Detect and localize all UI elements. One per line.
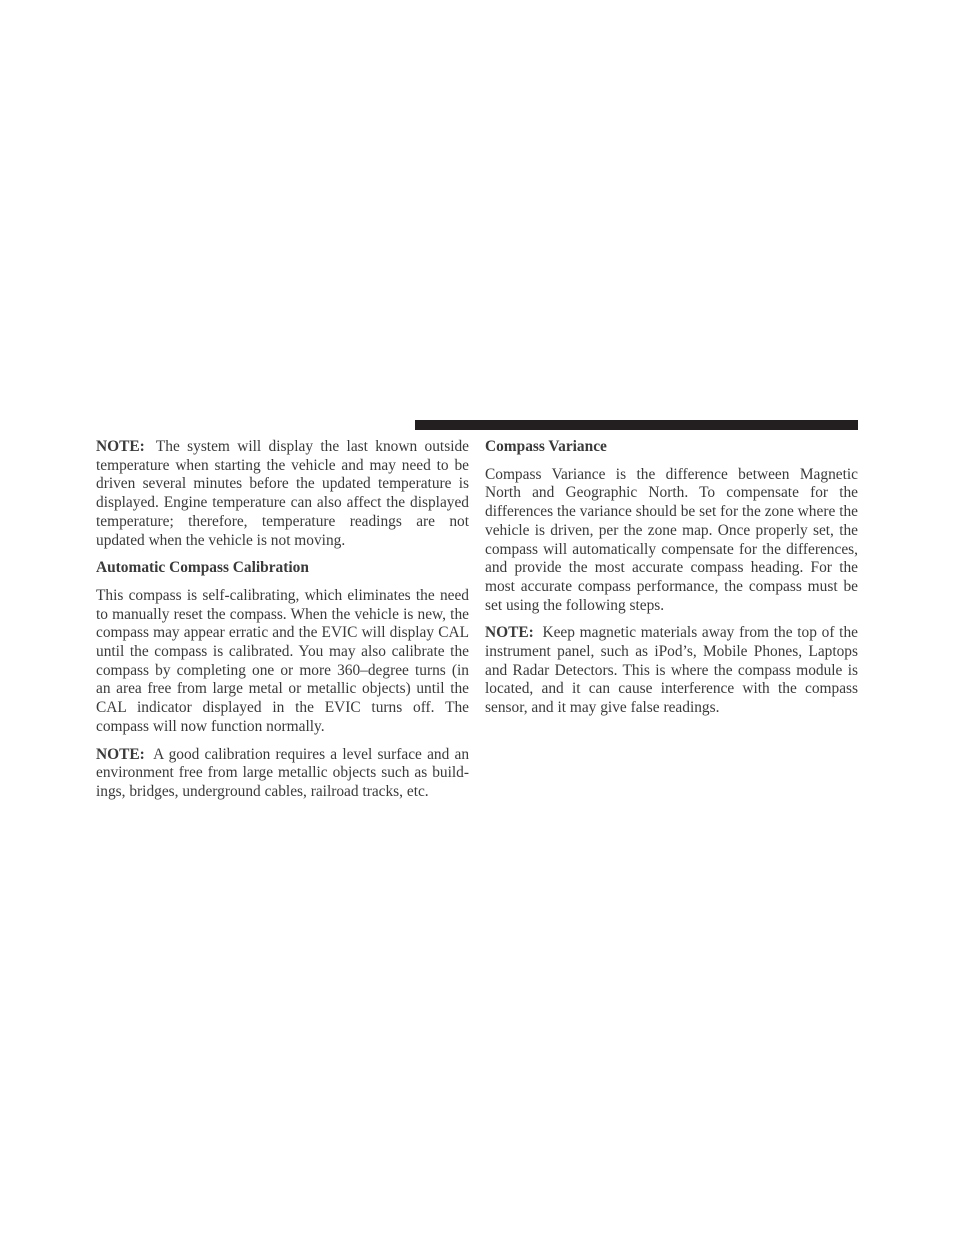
right-column — [485, 438, 858, 727]
section-header-bar — [415, 420, 858, 430]
paragraph-automatic-calibration: This compass is self-calibrating, which eliminates the need to manually reset the compass. When the vehicle is new, the compass may appear erratic and the EVIC will display CAL until the compass is calibrated. You may also calibrate the compass by completing one or more 360–degree turns (in an area free from large metal or metallic objects) until the CAL indicator displayed in the EVIC turns off. The compass will now function normally. — [96, 586, 469, 735]
note-label: NOTE: — [485, 624, 534, 642]
section-heading-compass-variance: Compass Variance — [485, 438, 607, 455]
note-magnetic-materials — [485, 624, 858, 718]
note-text: A good calibration requires a level surface and an environment free from large metallic objects such as buildings, bridges, underground cables, railroad tracks, etc. — [96, 745, 470, 800]
note-text: The system will display the last known outside temperature when starting the vehicle and may need to be driven several minutes before the updated temperature is displayed. Engine temperature can also affect the displayed temperature; therefore, temperature readings are not updated when the vehicle is not moving. — [96, 438, 469, 549]
note-text: Keep magnetic materials away from the top of the instrument panel, such as iPod’s, Mobile Phones, Laptops and Radar Detectors. This is where the compass module is located, and it can cause interference with the compass sensor, and it may give false readings. — [485, 624, 858, 717]
note-temperature — [96, 438, 469, 550]
note-label: NOTE: — [96, 438, 145, 455]
left-column — [96, 438, 469, 811]
note-calibration — [96, 746, 469, 802]
section-heading-automatic-calibration: Automatic Compass Calibration — [96, 559, 309, 577]
note-label: NOTE: — [96, 745, 145, 763]
paragraph-compass-variance: Compass Variance is the difference between Magnetic North and Geographic North. To compensate for the differences the variance should be set for the zone where the vehicle is driven, per the zone map. Once properly set, the compass will automatically compensate for the differences, and provide the most accurate compass heading. For the most accurate compass performance, the compass must be set using the following steps. — [485, 465, 858, 614]
